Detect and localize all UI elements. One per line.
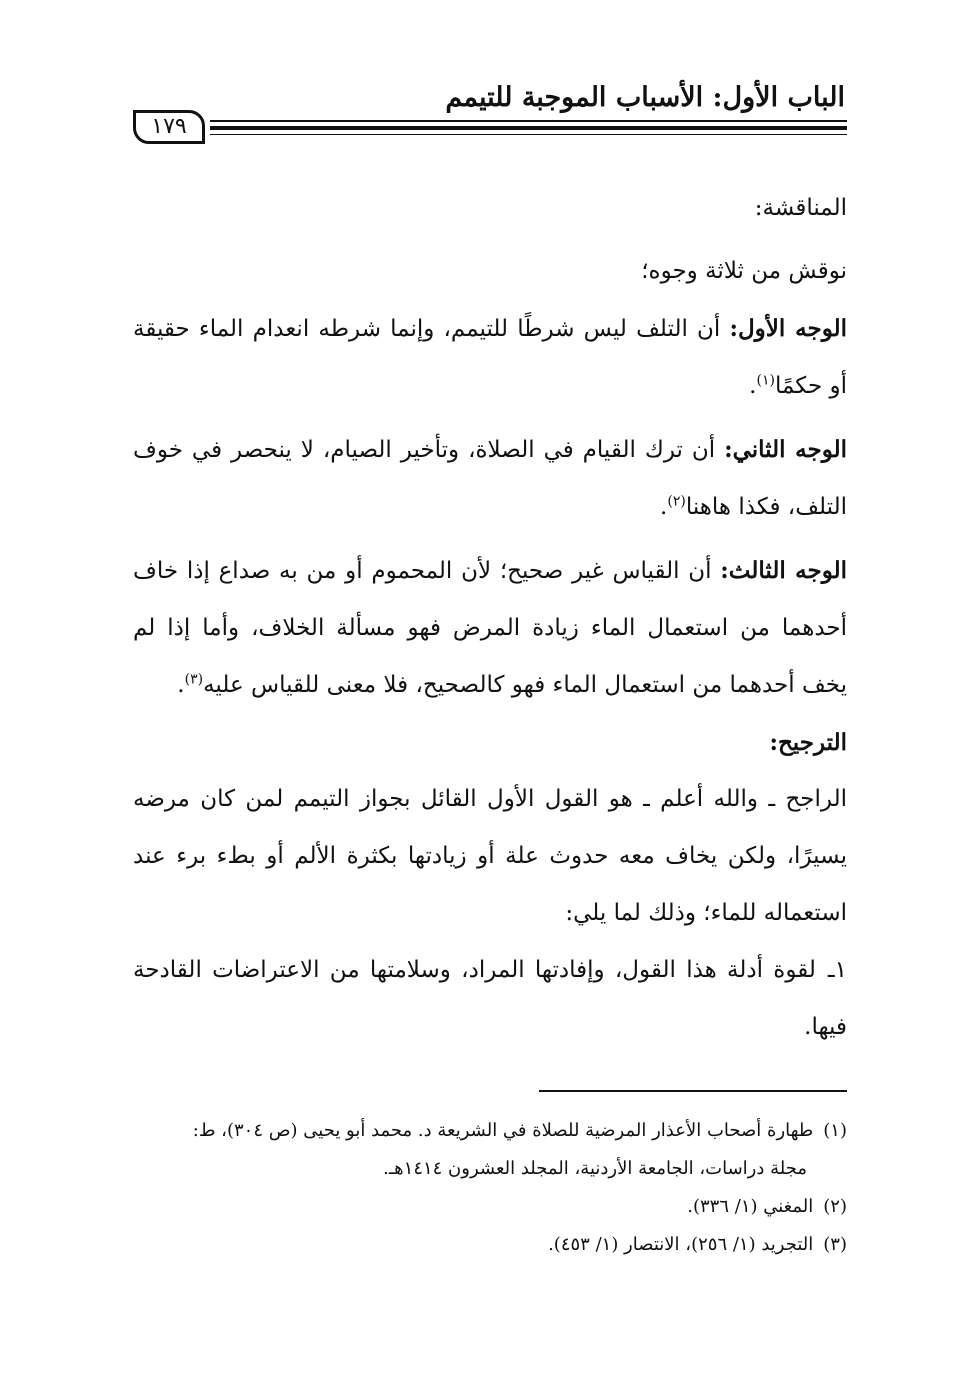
footnote-1-number: (١) <box>823 1120 847 1141</box>
aspect-3-paragraph: الوجه الثالث: أن القياس غير صحيح؛ لأن المحموم أو من به صداع إذا خاف أحدهما من استعمال الماء زيادة المرض فهو مسألة الخلاف، وأما إذا لم يخف أحدهما من استعمال الماء فهو كالصحيح، فلا معنى للقياس عليه$^{(٣)}$. <box>133 557 847 698</box>
main-text <box>133 180 847 1056</box>
footnotes <box>133 1112 847 1264</box>
aspect-3-label: الوجه الثالث: <box>720 557 847 584</box>
list-item-text: لقوة أدلة هذا القول، وإفادتها المراد، وسلامتها من الاعتراضات القادحة فيها. <box>133 957 847 1040</box>
discussion-intro: نوقش من ثلاثة وجوه؛ <box>641 258 847 284</box>
footnote-1-line-2: مجلة دراسات، الجامعة الأردنية، المجلد العشرون ١٤١٤هـ. <box>383 1158 807 1179</box>
footnote-3-text: التجريد (١/ ٢٥٦)، الانتصار (١/ ٤٥٣). <box>548 1234 814 1255</box>
footnote-1-line-1: طهارة أصحاب الأعذار المرضية للصلاة في الشريعة د. محمد أبو يحيى (ص ٣٠٤)، ط: <box>192 1120 814 1141</box>
footnote-separator <box>539 1090 847 1092</box>
footnote-ref-2[interactable]: (٢) <box>667 493 686 510</box>
header-rule-thin <box>210 120 847 122</box>
aspect-2-label: الوجه الثاني: <box>724 436 847 463</box>
page-number: ١٧٩ <box>133 110 205 144</box>
footnote-2-number: (٢) <box>823 1196 847 1217</box>
preference-heading: الترجيح: <box>769 729 847 756</box>
list-item-number: ١ـ <box>827 957 847 983</box>
discussion-heading: المناقشة: <box>754 195 847 221</box>
footnote-1-continuation <box>133 1150 847 1188</box>
aspect-2-paragraph: الوجه الثاني: أن ترك القيام في الصلاة، وتأخير الصيام، لا ينحصر في خوف التلف، فكذا هاهنا$^{(٢)}$. <box>133 436 847 520</box>
aspect-1-label: الوجه الأول: <box>729 315 847 342</box>
aspect-3-text: أن القياس غير صحيح؛ لأن المحموم أو من به صداع إذا خاف أحدهما من استعمال الماء زيادة المرض فهو مسألة الخلاف، وأما إذا لم يخف أحدهما من استعمال الماء فهو كالصحيح، فلا معنى للقياس عليه <box>133 558 847 698</box>
footnote-3 <box>133 1226 847 1264</box>
header-rule-thick <box>210 126 847 130</box>
footnote-2-text: المغني (١/ ٣٣٦). <box>687 1196 814 1217</box>
chapter-title: الباب الأول: الأسباب الموجبة للتيمم <box>445 82 845 113</box>
footnote-2 <box>133 1188 847 1226</box>
aspect-2-text: أن ترك القيام في الصلاة، وتأخير الصيام، لا ينحصر في خوف التلف، فكذا هاهنا <box>133 437 847 520</box>
header-rule-hairline <box>210 134 847 135</box>
footnote-ref-3[interactable]: (٣) <box>184 671 204 688</box>
aspect-1-text: أن التلف ليس شرطًا للتيمم، وإنما شرطه انعدام الماء حقيقة أو حكمًا <box>133 316 847 399</box>
list-item <box>133 942 847 1056</box>
footnote-ref-1[interactable]: (١) <box>756 372 775 389</box>
preference-paragraph: الراجح ـ والله أعلم ـ هو القول الأول القائل بجواز التيمم لمن كان مرضه يسيرًا، ولكن يخاف معه حدوث علة أو زيادتها بكثرة الألم أو بطء برء عند استعماله للماء؛ وذلك لما يلي: <box>133 786 847 926</box>
footnote-3-number: (٣) <box>823 1234 847 1255</box>
aspect-1-paragraph: الوجه الأول: أن التلف ليس شرطًا للتيمم، وإنما شرطه انعدام الماء حقيقة أو حكمًا$^{(١)}$. <box>133 315 847 399</box>
footnote-1 <box>133 1112 847 1150</box>
